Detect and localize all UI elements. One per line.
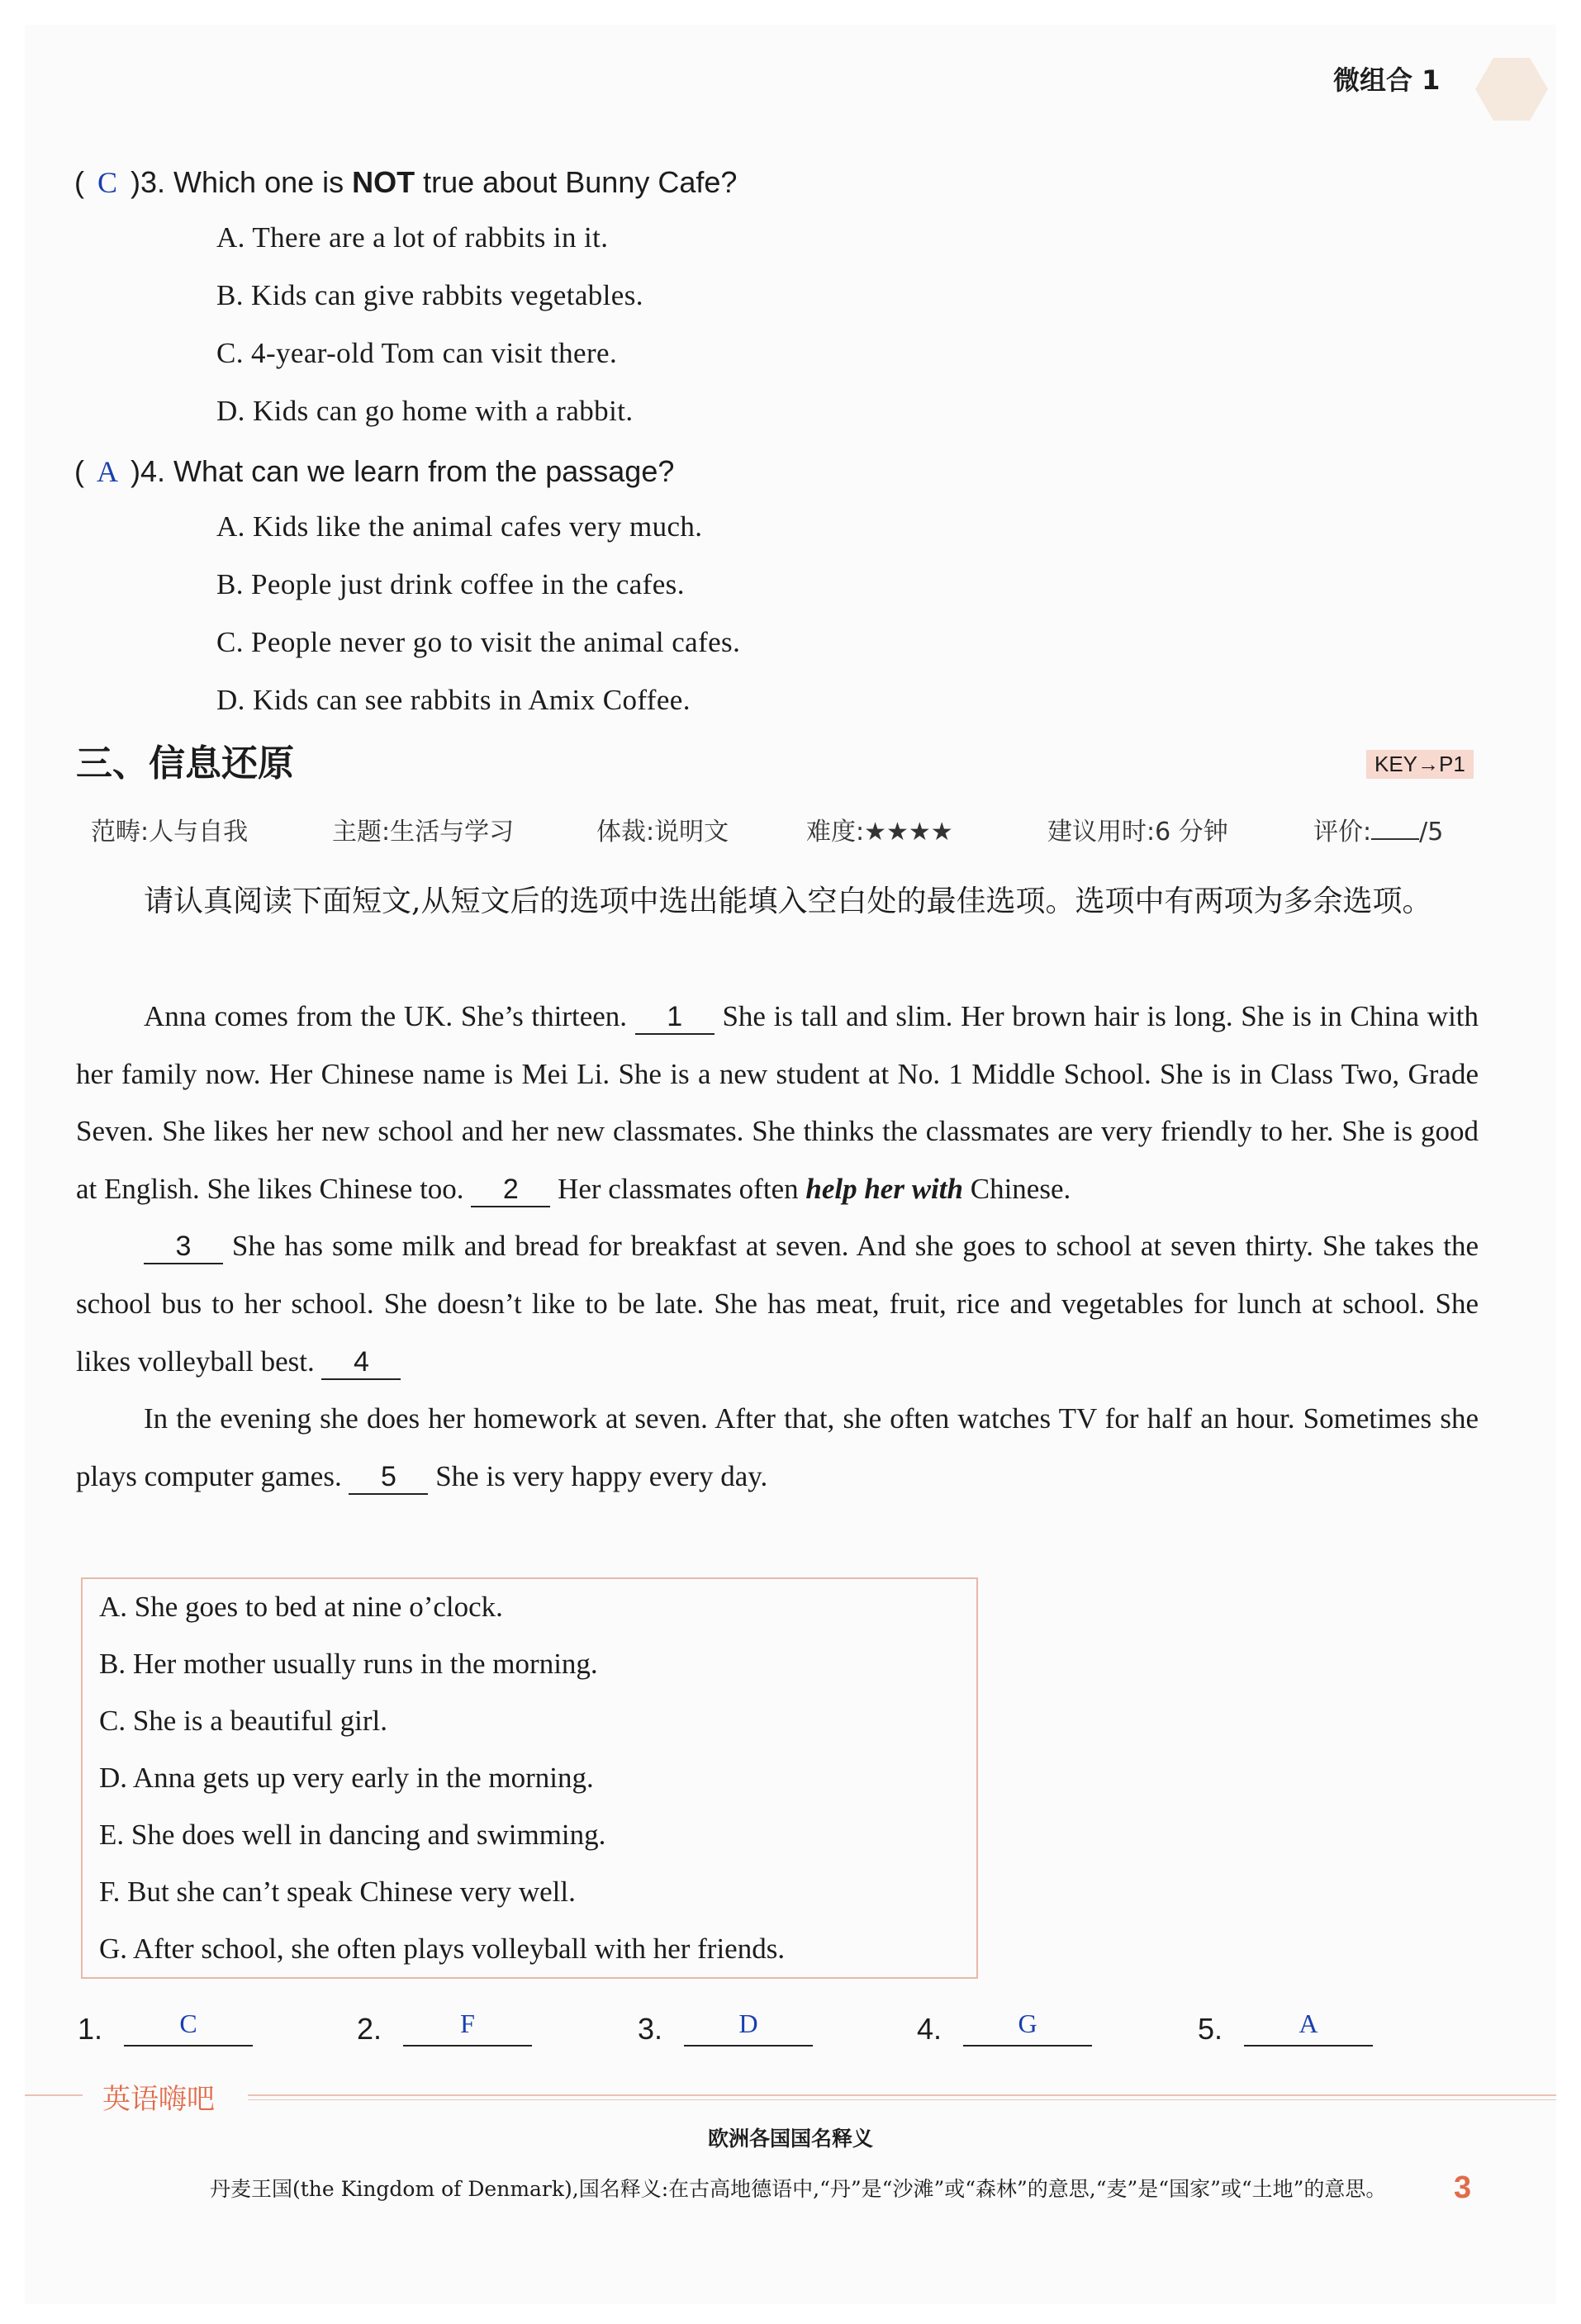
blank-4: 4	[321, 1345, 401, 1380]
footer-heading: 欧洲各国国名释义	[707, 2127, 873, 2151]
question-4-answer: A	[97, 455, 118, 488]
meta-theme: 主题:生活与学习	[332, 818, 515, 847]
question-3-option-c: C. 4-year-old Tom can visit there.	[216, 337, 618, 369]
question-3-answer: C	[97, 166, 117, 199]
question-4: ( A )4. What can we learn from the passage?	[74, 454, 675, 488]
choice-b: B. Her mother usually runs in the morning.	[99, 1648, 598, 1680]
blank-3: 3	[144, 1230, 223, 1264]
answer-5-label: 5.	[1198, 2012, 1223, 2046]
rating-blank	[1371, 838, 1419, 840]
answer-4-label: 4.	[917, 2012, 942, 2046]
question-3-option-b: B. Kids can give rabbits vegetables.	[216, 279, 643, 311]
passage	[76, 988, 1479, 1505]
passage-paragraph-1: Anna comes from the UK. She’s thirteen. 1 She is tall and slim. Her brown hair is long. She is in China with her family now. Her Chinese name is Mei Li. She is a new student at No. 1 Middle School. She is in Class Two, Grade Seven. She likes her new school and her new classmates. She thinks the classmates are very friendly to her. She is good at English. She likes Chinese too. 2 Her classmates often help her with Chinese.	[76, 988, 1479, 1217]
choice-a: A. She goes to bed at nine o’clock.	[99, 1591, 503, 1623]
meta-rating: 评价: /5	[1313, 818, 1444, 847]
blank-1: 1	[635, 1000, 715, 1035]
answer-4-value: G	[963, 2009, 1092, 2047]
choice-d: D. Anna gets up very early in the morning.	[99, 1762, 594, 1794]
meta-time: 建议用时:6 分钟	[1047, 818, 1228, 847]
footer-text: 丹麦王国(the Kingdom of Denmark),国名释义:在古高地德语中,“丹”是“沙滩”或“森林”的意思,“麦”是“国家”或“土地”的意思。	[210, 2177, 1387, 2201]
question-3-option-a: A. There are a lot of rabbits in it.	[216, 221, 609, 254]
page-number: 3	[1454, 2170, 1472, 2205]
key-tag: KEY→P1	[1366, 750, 1474, 779]
answer-2-label: 2.	[357, 2012, 382, 2046]
passage-paragraph-3: In the evening she does her homework at seven. After that, she often watches TV for half an hour. Sometimes she plays computer games. 5 She is very happy every day.	[76, 1390, 1479, 1505]
choice-c: C. She is a beautiful girl.	[99, 1705, 387, 1737]
footer-divider-left	[25, 2094, 83, 2096]
choice-g: G. After school, she often plays volleyball with her friends.	[99, 1933, 786, 1965]
section-title: 三、信息还原	[76, 742, 294, 785]
answer-2-value: F	[403, 2009, 532, 2047]
footer-divider-right	[248, 2094, 1556, 2096]
blank-2: 2	[471, 1173, 550, 1207]
question-3: ( C )3. Which one is NOT true about Bunny Cafe?	[74, 165, 738, 199]
header-title: 微组合 1	[1333, 64, 1441, 96]
answer-3-label: 3.	[638, 2012, 663, 2046]
choice-e: E. She does well in dancing and swimming.	[99, 1819, 606, 1851]
answer-1-value: C	[124, 2009, 253, 2047]
passage-paragraph-2: 3 She has some milk and bread for breakfast at seven. And she goes to school at seven thirty. She takes the school bus to her school. She doesn’t like to be late. She has meat, fruit, rice and vegetables for lunch at school. She likes volleyball best. 4	[76, 1217, 1479, 1390]
meta-scope: 范畴:人与自我	[91, 818, 249, 847]
footer-label: 英语嗨吧	[102, 2083, 215, 2116]
answer-3-value: D	[684, 2009, 813, 2047]
footer-divider-right-thin	[248, 2099, 1556, 2100]
instruction: 请认真阅读下面短文,从短文后的选项中选出能填入空白处的最佳选项。选项中有两项为多余选项。	[144, 885, 1432, 918]
answer-5-value: A	[1244, 2009, 1373, 2047]
question-4-option-c: C. People never go to visit the animal cafes.	[216, 626, 741, 658]
meta-genre: 体裁:说明文	[596, 818, 729, 847]
question-4-option-d: D. Kids can see rabbits in Amix Coffee.	[216, 684, 691, 716]
choice-f: F. But she can’t speak Chinese very well.	[99, 1876, 576, 1908]
choices-box	[81, 1577, 978, 1979]
meta-difficulty: 难度:★★★★	[806, 818, 953, 847]
question-4-option-a: A. Kids like the animal cafes very much.	[216, 510, 703, 543]
answer-1-label: 1.	[78, 2012, 103, 2046]
question-3-option-d: D. Kids can go home with a rabbit.	[216, 395, 634, 427]
blank-5: 5	[349, 1460, 428, 1495]
question-4-option-b: B. People just drink coffee in the cafes.	[216, 568, 685, 600]
